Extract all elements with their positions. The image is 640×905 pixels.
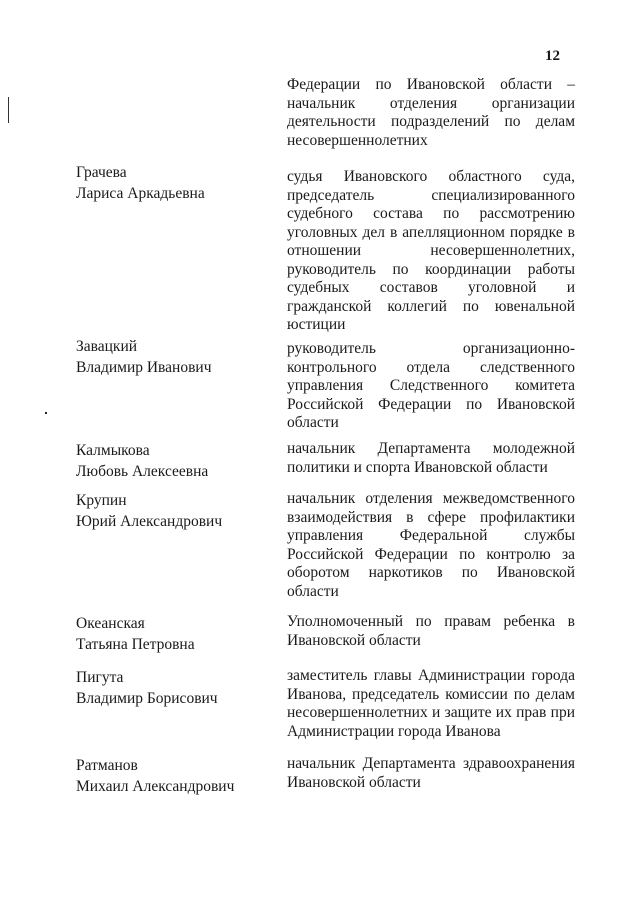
member-surname: Завацкий (76, 338, 138, 355)
member-name (76, 336, 266, 378)
member-position: начальник отделения межведомственного взаимодействия в сфере профилактики управления Федеральной службы Российской Федерации по контролю за оборотом наркотиков по Ивановской области (287, 490, 575, 600)
page-number: 12 (545, 48, 560, 64)
member-position: начальник Департамента здравоохранения Ивановской области (287, 755, 575, 791)
member-given-names: Юрий Александрович (76, 513, 223, 530)
member-name (76, 755, 266, 797)
member-position: руководитель организационно-контрольного отдела следственного управления Следственного комитета Российской Федерации по Ивановской области (287, 340, 575, 431)
member-surname: Ратманов (76, 757, 138, 774)
member-surname: Пигута (76, 669, 124, 686)
member-given-names: Лариса Аркадьевна (76, 185, 205, 202)
member-given-names: Любовь Алексеевна (76, 463, 209, 480)
member-name (76, 490, 266, 532)
member-surname: Океанская (76, 615, 145, 632)
member-given-names: Татьяна Петровна (76, 636, 195, 653)
scan-dust-dot (45, 412, 47, 414)
member-given-names: Владимир Иванович (76, 359, 212, 376)
member-name (76, 162, 266, 204)
member-position: начальник Департамента молодежной политики и спорта Ивановской области (287, 440, 575, 476)
continued-position-text: Федерации по Ивановской области – начальник отделения организации деятельности подразделений по делам несовершеннолетних (287, 76, 575, 149)
member-position: заместитель главы Администрации города Иванова, председатель комиссии по делам несовершеннолетних и защите их прав при Администрации города Иванова (287, 667, 575, 740)
member-given-names: Владимир Борисович (76, 690, 218, 707)
member-name (76, 667, 266, 709)
scan-margin-mark (8, 97, 9, 123)
member-surname: Калмыкова (76, 442, 150, 459)
member-position: судья Ивановского областного суда, председатель специализированного судебного состава по рассмотрению уголовных дел в апелляционном порядке в отношении несовершеннолетних, руководитель по координации работы судебных составов уголовной и гражданской коллегий по ювенальной юстиции (287, 168, 575, 333)
member-name (76, 440, 266, 482)
member-name (76, 613, 266, 655)
member-surname: Грачева (76, 164, 127, 181)
member-surname: Крупин (76, 492, 127, 509)
member-position: Уполномоченный по правам ребенка в Ивановской области (287, 613, 575, 649)
member-given-names: Михаил Александрович (76, 778, 235, 795)
